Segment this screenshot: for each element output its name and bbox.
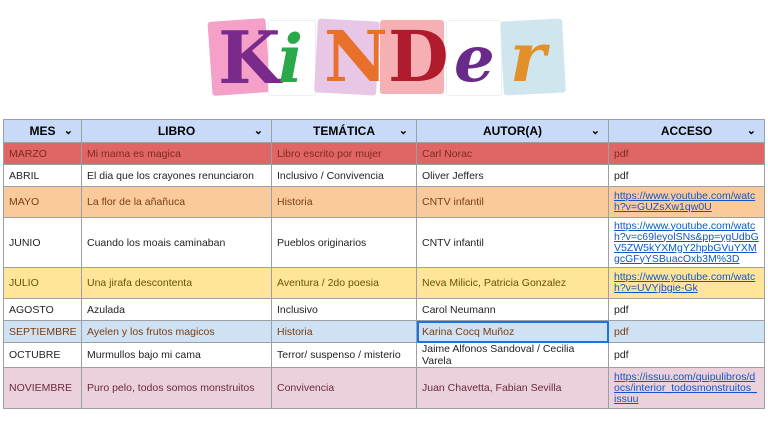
chevron-down-icon[interactable]: ⌄ bbox=[746, 125, 756, 137]
cell-mes[interactable]: NOVIEMBRE bbox=[4, 368, 82, 409]
table-row bbox=[4, 268, 765, 299]
cell-autor-selected[interactable]: Karina Cocq Muñoz bbox=[417, 321, 609, 343]
table-row bbox=[4, 143, 765, 165]
cell-mes[interactable]: MAYO bbox=[4, 187, 82, 218]
cell-tematica[interactable]: Terror/ suspenso / misterio bbox=[272, 343, 417, 368]
logo-letter: e bbox=[454, 22, 495, 97]
cell-mes[interactable]: MARZO bbox=[4, 143, 82, 165]
logo-letter: i bbox=[278, 20, 304, 98]
chevron-down-icon[interactable]: ⌄ bbox=[398, 125, 408, 137]
cell-autor[interactable]: Oliver Jeffers bbox=[417, 165, 609, 187]
cell-libro[interactable]: Puro pelo, todos somos monstruitos bbox=[82, 368, 272, 409]
cell-tematica[interactable]: Pueblos originarios bbox=[272, 218, 417, 268]
kinder-logo bbox=[208, 14, 568, 100]
table-row bbox=[4, 321, 765, 343]
reading-table bbox=[3, 119, 765, 409]
cell-tematica[interactable]: Historia bbox=[272, 187, 417, 218]
cell-autor[interactable]: Juan Chavetta, Fabian Sevilla bbox=[417, 368, 609, 409]
column-header-libro[interactable]: LIBRO ⌄ bbox=[82, 120, 272, 143]
cell-acceso-link[interactable]: https://issuu.com/quipulibros/docs/interior_todosmonstruitos_issuu bbox=[609, 368, 765, 409]
cell-tematica[interactable]: Historia bbox=[272, 321, 417, 343]
cell-acceso[interactable]: pdf bbox=[609, 143, 765, 165]
cell-acceso[interactable]: pdf bbox=[609, 165, 765, 187]
table-row bbox=[4, 299, 765, 321]
cell-tematica[interactable]: Aventura / 2do poesia bbox=[272, 268, 417, 299]
cell-mes[interactable]: OCTUBRE bbox=[4, 343, 82, 368]
cell-mes[interactable]: JULIO bbox=[4, 268, 82, 299]
column-header-acceso[interactable]: ACCESO ⌄ bbox=[609, 120, 765, 143]
cell-acceso[interactable]: pdf bbox=[609, 299, 765, 321]
cell-libro[interactable]: El dia que los crayones renunciaron bbox=[82, 165, 272, 187]
cell-tematica[interactable]: Inclusivo bbox=[272, 299, 417, 321]
cell-acceso-link[interactable]: https://www.youtube.com/watch?v=c69leyolSNs&pp=ygUdbGV5ZW5kYXMgY2hpbGVuYXMgcGFyYSBuacOxb3M%3D bbox=[609, 218, 765, 268]
cell-autor[interactable]: Jaime Alfonos Sandoval / Cecilia Varela bbox=[417, 343, 609, 368]
cell-mes[interactable]: JUNIO bbox=[4, 218, 82, 268]
cell-libro[interactable]: La flor de la añañuca bbox=[82, 187, 272, 218]
cell-mes[interactable]: SEPTIEMBRE bbox=[4, 321, 82, 343]
cell-autor[interactable]: CNTV infantil bbox=[417, 218, 609, 268]
cell-autor[interactable]: Carl Norac bbox=[417, 143, 609, 165]
table-header-row bbox=[4, 120, 765, 143]
cell-mes[interactable]: AGOSTO bbox=[4, 299, 82, 321]
chevron-down-icon[interactable]: ⌄ bbox=[253, 125, 263, 137]
table-row bbox=[4, 165, 765, 187]
logo-letter: K bbox=[218, 15, 281, 100]
chevron-down-icon[interactable]: ⌄ bbox=[63, 125, 73, 137]
column-header-autor[interactable]: AUTOR(A) ⌄ bbox=[417, 120, 609, 143]
cell-libro[interactable]: Azulada bbox=[82, 299, 272, 321]
table-row bbox=[4, 368, 765, 409]
logo-letter: D bbox=[388, 15, 449, 98]
logo-letter: r bbox=[510, 18, 546, 98]
cell-mes[interactable]: ABRIL bbox=[4, 165, 82, 187]
table-row bbox=[4, 218, 765, 268]
cell-autor[interactable]: CNTV infantil bbox=[417, 187, 609, 218]
cell-tematica[interactable]: Libro escrito por mujer bbox=[272, 143, 417, 165]
table-row bbox=[4, 187, 765, 218]
cell-acceso-link[interactable]: https://www.youtube.com/watch?v=GUZsXw1qw0U bbox=[609, 187, 765, 218]
cell-libro[interactable]: Murmullos bajo mi cama bbox=[82, 343, 272, 368]
cell-autor[interactable]: Carol Neumann bbox=[417, 299, 609, 321]
logo-letter: N bbox=[324, 15, 388, 98]
cell-acceso[interactable]: pdf bbox=[609, 343, 765, 368]
cell-libro[interactable]: Ayelen y los frutos magicos bbox=[82, 321, 272, 343]
table-row bbox=[4, 343, 765, 368]
cell-acceso[interactable]: pdf bbox=[609, 321, 765, 343]
chevron-down-icon[interactable]: ⌄ bbox=[590, 125, 600, 137]
cell-libro[interactable]: Mi mama es magica bbox=[82, 143, 272, 165]
cell-libro[interactable]: Una jirafa descontenta bbox=[82, 268, 272, 299]
cell-libro[interactable]: Cuando los moais caminaban bbox=[82, 218, 272, 268]
cell-tematica[interactable]: Convivencia bbox=[272, 368, 417, 409]
cell-autor[interactable]: Neva Milicic, Patricia Gonzalez bbox=[417, 268, 609, 299]
column-header-tematica[interactable]: TEMÁTICA ⌄ bbox=[272, 120, 417, 143]
cell-tematica[interactable]: Inclusivo / Convivencia bbox=[272, 165, 417, 187]
cell-acceso-link[interactable]: https://www.youtube.com/watch?v=UVYjbgie-Gk bbox=[609, 268, 765, 299]
column-header-mes[interactable]: MES ⌄ bbox=[4, 120, 82, 143]
